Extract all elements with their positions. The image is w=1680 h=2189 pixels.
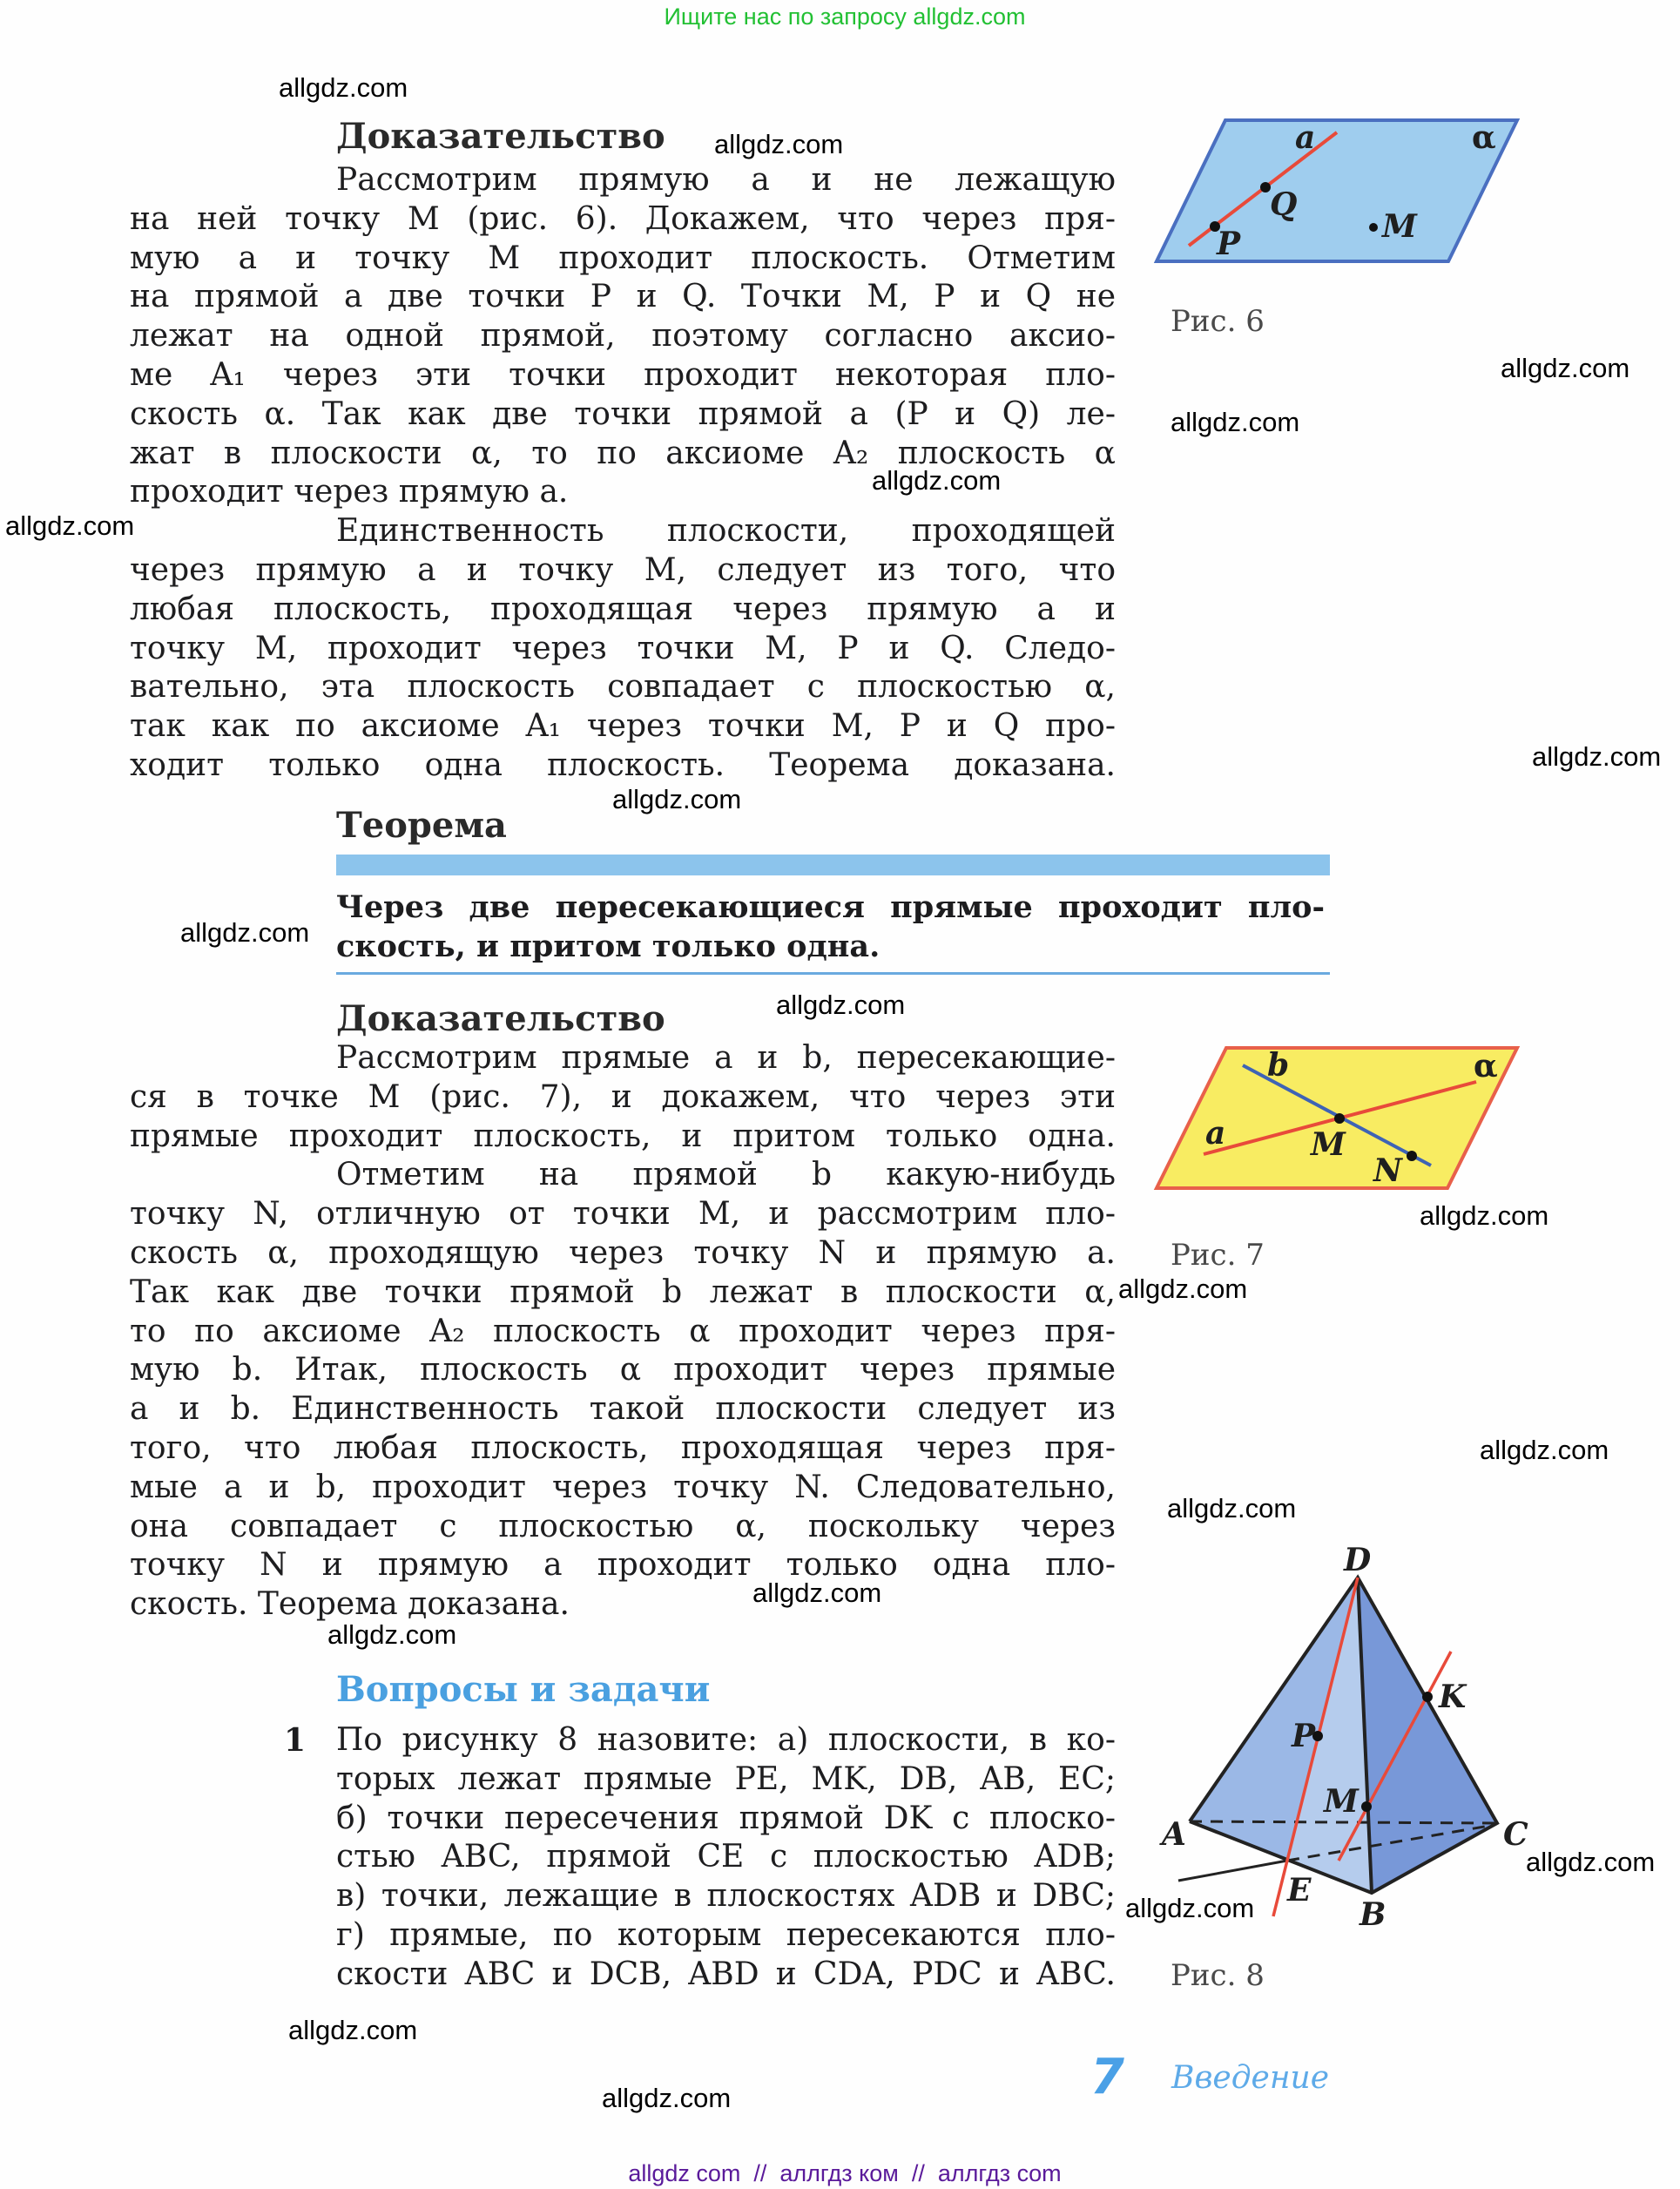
- text-line: б) точки пересечения прямой DK с плоско-: [336, 1800, 1116, 1836]
- text-line: на прямой a две точки P и Q. Точки M, P и Q не: [130, 279, 1116, 315]
- text-line: лежат на одной прямой, поэтому согласно аксио-: [130, 318, 1116, 355]
- text-line: через прямую a и точку M, следует из того, что: [130, 551, 1116, 588]
- watermark: allgdz.com: [872, 465, 1002, 496]
- footer-links[interactable]: allgdz com // аллгдз ком // аллгдз com: [628, 2160, 1062, 2186]
- label-M: M: [1324, 1783, 1359, 1820]
- label-alpha: α: [1472, 119, 1496, 156]
- label-M: M: [1311, 1126, 1346, 1163]
- text-line: a и b. Единственность такой плоскости следует из: [130, 1391, 1116, 1428]
- watermark: allgdz.com: [1167, 1493, 1297, 1524]
- watermark: allgdz.com: [1125, 1893, 1255, 1923]
- point-M: [1369, 223, 1378, 232]
- text-line: скость α, проходящую через точку N и прямую a.: [130, 1234, 1116, 1271]
- watermark: allgdz.com: [180, 917, 310, 948]
- label-Q: Q: [1270, 186, 1298, 223]
- text-line: Так как две точки прямой b лежат в плоскости α,: [130, 1274, 1116, 1310]
- text-line: По рисунку 8 назовите: а) плоскости, в ко-: [336, 1722, 1116, 1758]
- watermark: allgdz.com: [612, 784, 742, 814]
- text-line: любая плоскость, проходящая через прямую a и: [130, 591, 1116, 627]
- point-K: [1422, 1692, 1433, 1702]
- figure-8: [1159, 1542, 1528, 1933]
- watermark: allgdz.com: [714, 129, 844, 159]
- text-line: того, что любая плоскость, проходящая через пря-: [130, 1429, 1116, 1466]
- text-line: г) прямые, по которым пересекаются пло-: [336, 1916, 1116, 1953]
- watermark: allgdz.com: [1171, 407, 1300, 437]
- watermark: allgdz.com: [1501, 353, 1630, 383]
- search-hint[interactable]: Ищите нас по запросу allgdz.com: [664, 3, 1026, 30]
- label-D: D: [1344, 1542, 1372, 1578]
- text-line: Отметим на прямой b какую-нибудь: [336, 1157, 1116, 1193]
- label-a: a: [1205, 1115, 1226, 1152]
- watermark: allgdz.com: [1532, 741, 1662, 772]
- text-line: стью ABC, прямой CE с плоскостью ADB;: [336, 1839, 1116, 1875]
- label-A: A: [1162, 1816, 1186, 1853]
- proof-heading: Доказательство: [336, 116, 665, 157]
- label-P: P: [1292, 1718, 1316, 1754]
- label-K: K: [1439, 1679, 1467, 1715]
- label-E: E: [1287, 1872, 1312, 1909]
- line-E-extension: [1178, 1861, 1287, 1881]
- watermark: allgdz.com: [776, 990, 906, 1020]
- figure-6: [1157, 119, 1517, 262]
- text-line: ме A₁ через эти точки проходит некоторая пло-: [130, 356, 1116, 393]
- text-line: Рассмотрим прямую a и не лежащую: [336, 162, 1116, 198]
- watermark: allgdz.com: [1420, 1200, 1549, 1231]
- text-line: ся в точке M (рис. 7), и докажем, что через эти: [130, 1078, 1116, 1115]
- text-line: она совпадает с плоскостью α, поскольку через: [130, 1508, 1116, 1544]
- figure-6-caption: Рис. 6: [1171, 304, 1265, 339]
- label-b: b: [1267, 1047, 1290, 1084]
- label-P: P: [1217, 226, 1241, 262]
- watermark: allgdz.com: [279, 72, 408, 103]
- figure-7-caption: Рис. 7: [1171, 1238, 1265, 1273]
- text-line: скости ABC и DCB, ABD и CDA, PDC и ABC.: [336, 1956, 1116, 1992]
- text-line: то по аксиоме A₂ плоскость α проходит через пря-: [130, 1313, 1116, 1349]
- label-a: a: [1295, 119, 1316, 156]
- text-line: Единственность плоскости, проходящей: [336, 513, 1116, 550]
- text-line: мую a и точку M проходит плоскость. Отметим: [130, 240, 1116, 276]
- text-line: ходит только одна плоскость. Теорема доказана.: [130, 747, 1116, 783]
- label-B: B: [1360, 1896, 1387, 1933]
- label-N: N: [1373, 1152, 1402, 1189]
- label-C: C: [1503, 1816, 1528, 1853]
- text-line: проходит через прямую a.: [130, 474, 569, 510]
- text-line: мые a и b, проходит через точку N. Следовательно,: [130, 1469, 1116, 1505]
- point-M: [1361, 1801, 1372, 1812]
- questions-heading: Вопросы и задачи: [336, 1669, 711, 1710]
- figure-7: [1157, 1047, 1517, 1189]
- text-line: вательно, эта плоскость совпадает с плоскостью α,: [130, 669, 1116, 706]
- text-line: на ней точку M (рис. 6). Докажем, что через пря-: [130, 200, 1116, 237]
- text-line: скость. Теорема доказана.: [130, 1586, 570, 1623]
- point-N: [1407, 1151, 1417, 1161]
- text-line: скость α. Так как две точки прямой a (P и Q) ле-: [130, 395, 1116, 432]
- proof-heading: Доказательство: [336, 998, 665, 1039]
- watermark: allgdz.com: [752, 1578, 882, 1608]
- watermark: allgdz.com: [1118, 1274, 1248, 1304]
- label-alpha: α: [1474, 1048, 1498, 1084]
- text-line: Рассмотрим прямые a и b, пересекающие-: [336, 1040, 1116, 1076]
- watermark: allgdz.com: [288, 2015, 418, 2045]
- theorem-line: скость, и притом только одна.: [336, 928, 880, 964]
- question-number: 1: [284, 1722, 307, 1759]
- theorem-line: Через две пересекающиеся прямые проходит пло-: [336, 889, 1325, 925]
- figure-8-caption: Рис. 8: [1171, 1958, 1265, 1993]
- watermark: allgdz.com: [602, 2083, 732, 2113]
- watermark: allgdz.com: [1480, 1435, 1609, 1465]
- point-M: [1334, 1113, 1345, 1124]
- page-number: 7: [1090, 2049, 1124, 2105]
- text-line: в) точки, лежащие в плоскостях ADB и DBC;: [336, 1878, 1116, 1915]
- edge-AC-hidden: [1190, 1821, 1497, 1823]
- text-line: жат в плоскости α, то по аксиоме A₂ плоскость α: [130, 435, 1116, 471]
- text-line: так как по аксиоме A₁ через точки M, P и Q про-: [130, 708, 1116, 745]
- section-title: Введение: [1171, 2060, 1330, 2096]
- text-line: точку N и прямую a проходит только одна пло-: [130, 1547, 1116, 1584]
- watermark: allgdz.com: [327, 1619, 457, 1650]
- text-line: прямые проходит плоскость, и притом только одна.: [130, 1118, 1116, 1154]
- text-line: точку N, отличную от точки M, и рассмотрим пло-: [130, 1196, 1116, 1233]
- watermark: allgdz.com: [1526, 1847, 1656, 1877]
- text-line: мую b. Итак, плоскость α проходит через прямые: [130, 1352, 1116, 1388]
- label-M: M: [1382, 208, 1417, 245]
- theorem-heading: Теорема: [336, 805, 507, 846]
- text-line: торых лежат прямые PE, MK, DB, AB, EC;: [336, 1760, 1116, 1797]
- watermark: allgdz.com: [5, 510, 135, 541]
- text-line: точку M, проходит через точки M, P и Q. Следо-: [130, 630, 1116, 666]
- plane-alpha: [1157, 120, 1517, 261]
